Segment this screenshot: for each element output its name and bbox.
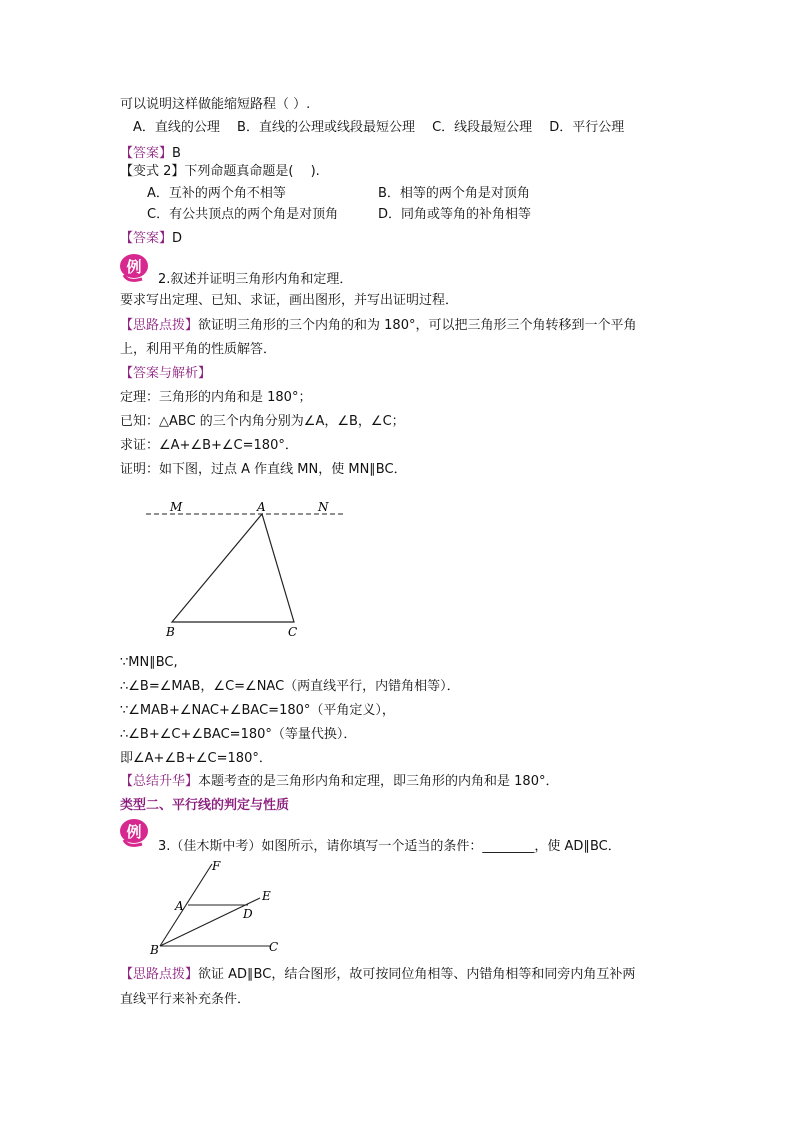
option-a: A．互补的两个角不相等 <box>147 186 286 201</box>
variant-text: 下列命题真命题是( ). <box>184 164 320 179</box>
summary-text: 本题考查的是三角形内角和定理，即三角形的内角和是 180°． <box>198 774 559 789</box>
step-1: ∵MN∥BC, <box>120 655 178 670</box>
answer-1 <box>120 145 181 163</box>
known: 已知：△ABC 的三个内角分别为∠A，∠B，∠C； <box>120 414 405 429</box>
label-d: D <box>243 907 253 921</box>
hint-text: 欲证明三角形的三个内角的和为 180°，可以把三角形三个角转移到一个平角 <box>198 318 637 333</box>
option-c: C．有公共顶点的两个角是对顶角 <box>147 207 339 222</box>
hint-text: 欲证 AD∥BC，结合图形，故可按同位角相等、内错角相等和同旁内角互补两 <box>198 967 636 982</box>
hint-tag: 【思路点拨】 <box>120 967 199 982</box>
label-c: C <box>288 625 298 639</box>
analysis-tag: 【答案与解析】 <box>120 366 212 381</box>
label-n: N <box>318 500 329 514</box>
label-b: B <box>150 943 159 957</box>
label-a: A <box>257 500 266 514</box>
answer-tag: 【答案】 <box>120 146 173 161</box>
example-3-title: 3.（佳木斯中考）如图所示，请你填写一个适当的条件：________，使 AD∥BC． <box>158 839 621 854</box>
summary-tag: 【总结升华】 <box>120 774 199 789</box>
triangle-abc <box>172 514 294 622</box>
label-m: M <box>170 500 183 514</box>
label-b: B <box>166 625 175 639</box>
answer-value: B <box>172 146 181 161</box>
label-e: E <box>262 889 271 903</box>
example-badge <box>118 253 152 279</box>
hint-1-cont: 上，利用平角的性质解答． <box>120 342 277 357</box>
section-heading: 类型二、平行线的判定与性质 <box>120 798 290 813</box>
variant-2 <box>120 163 320 181</box>
svg-text:例: 例 <box>126 258 142 276</box>
step-3: ∵∠MAB+∠NAC+∠BAC=180°（平角定义）， <box>120 703 395 718</box>
label-f: F <box>212 859 221 873</box>
option-d: D．同角或等角的补角相等 <box>378 207 532 222</box>
hint-2-cont: 直线平行来补充条件． <box>120 992 251 1007</box>
triangle-figure <box>140 496 360 650</box>
to-prove: 求证：∠A+∠B+∠C=180°． <box>120 438 298 453</box>
step-2: ∴∠B=∠MAB，∠C=∠NAC（两直线平行，内错角相等）． <box>120 679 460 694</box>
hint-tag: 【思路点拨】 <box>120 318 199 333</box>
parallel-figure <box>148 858 288 962</box>
hint-1 <box>120 317 636 335</box>
answer-value: D <box>172 231 183 246</box>
hint-2 <box>120 966 635 984</box>
answer-2 <box>120 230 182 248</box>
example-2-requirement: 要求写出定理、已知、求证，画出图形，并写出证明过程． <box>120 293 459 308</box>
variant-tag: 【变式 2】 <box>120 164 185 179</box>
theorem: 定理：三角形的内角和是 180°； <box>120 390 312 405</box>
option-b: B．相等的两个角是对顶角 <box>378 186 530 201</box>
summary <box>120 773 558 791</box>
label-c: C <box>269 940 279 954</box>
step-4: ∴∠B+∠C+∠BAC=180°（等量代换）． <box>120 727 357 742</box>
example-badge <box>118 818 152 844</box>
options-row: A．直线的公理 B．直线的公理或线段最短公理 C．线段最短公理 D．平行公理 <box>133 120 625 135</box>
svg-text:例: 例 <box>126 823 142 841</box>
proof-intro: 证明：如下图，过点 A 作直线 MN，使 MN∥BC． <box>120 462 407 477</box>
example-2-title: 2.叙述并证明三角形内角和定理． <box>158 272 353 287</box>
label-a: A <box>175 899 184 913</box>
step-5: 即∠A+∠B+∠C=180°． <box>120 751 272 766</box>
question-tail: 可以说明这样做能缩短路程（ ）. <box>120 97 311 112</box>
answer-tag: 【答案】 <box>120 231 173 246</box>
